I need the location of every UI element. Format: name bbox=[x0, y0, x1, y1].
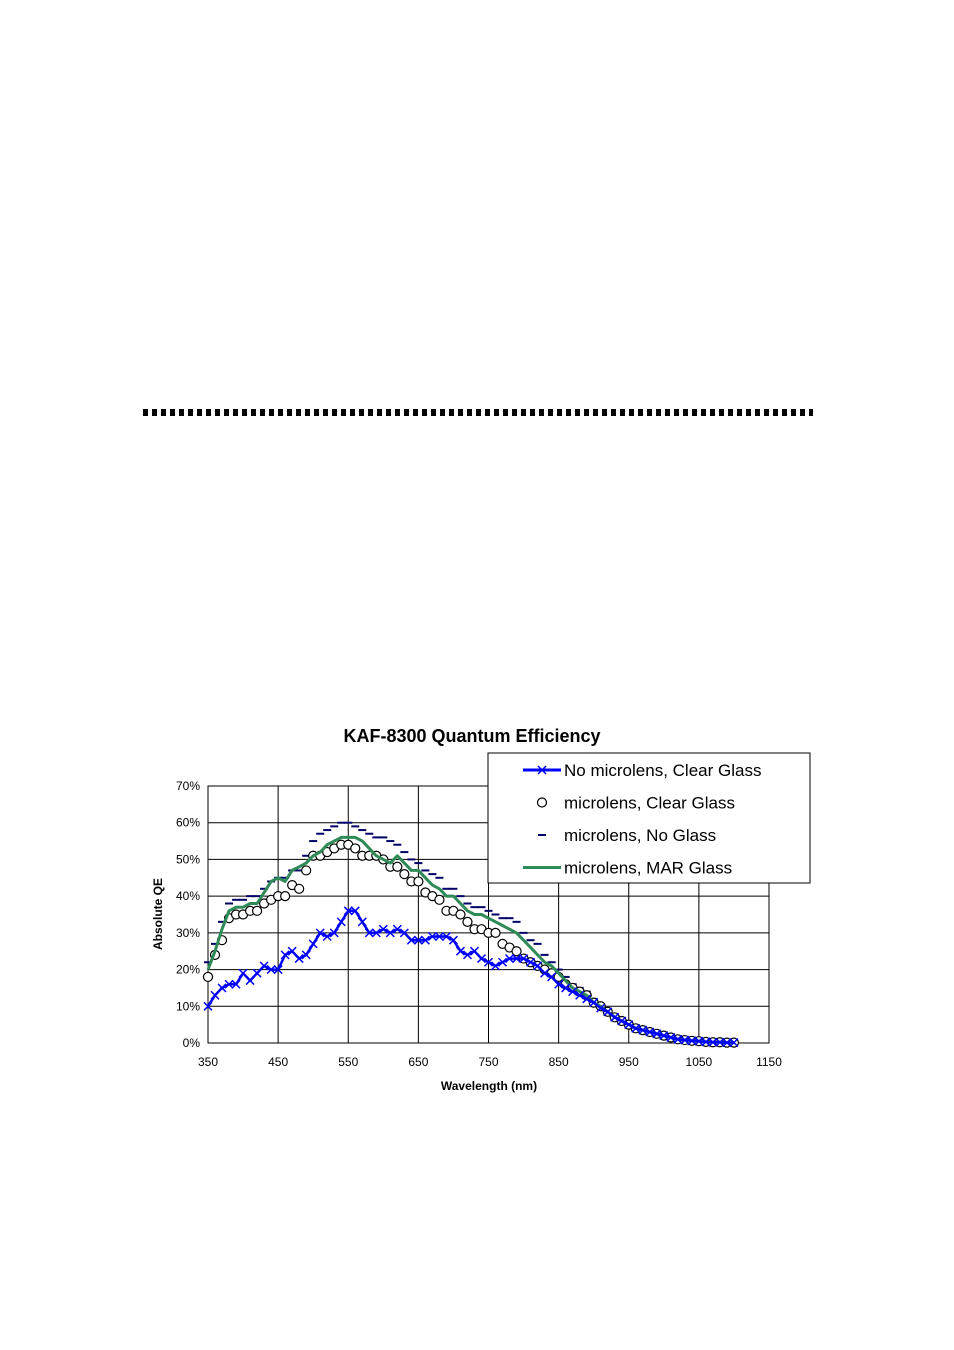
legend-marker bbox=[538, 798, 547, 807]
x-tick-label: 950 bbox=[618, 1055, 639, 1069]
chart-title: KAF-8300 Quantum Efficiency bbox=[343, 726, 601, 746]
x-tick-label: 750 bbox=[478, 1055, 499, 1069]
x-tick-label: 650 bbox=[408, 1055, 429, 1069]
data-point bbox=[239, 969, 247, 977]
y-tick-label: 60% bbox=[175, 815, 200, 830]
legend-label: No microlens, Clear Glass bbox=[564, 761, 762, 780]
legend bbox=[488, 753, 810, 883]
data-point bbox=[253, 969, 261, 977]
data-point bbox=[204, 972, 213, 981]
data-point bbox=[393, 862, 402, 871]
y-tick-label: 70% bbox=[175, 779, 200, 793]
data-point bbox=[435, 895, 444, 904]
x-tick-label: 550 bbox=[338, 1055, 359, 1069]
data-point bbox=[246, 977, 254, 985]
data-point bbox=[351, 844, 360, 853]
data-point bbox=[414, 877, 423, 886]
x-axis-label: Wavelength (nm) bbox=[440, 1079, 538, 1093]
legend-item-2 bbox=[538, 794, 736, 813]
data-point bbox=[295, 884, 304, 893]
data-point bbox=[456, 910, 465, 919]
y-tick-label: 50% bbox=[175, 852, 200, 867]
data-point bbox=[309, 940, 317, 948]
legend-label: microlens, No Glass bbox=[564, 826, 717, 845]
legend-label: microlens, MAR Glass bbox=[564, 858, 733, 878]
y-tick-label: 20% bbox=[175, 962, 200, 977]
y-tick-label: 10% bbox=[175, 999, 200, 1014]
y-axis-label: Absolute QE bbox=[151, 877, 165, 951]
y-tick-label: 40% bbox=[175, 889, 200, 904]
y-tick-label: 0% bbox=[182, 1036, 200, 1050]
data-point bbox=[253, 906, 262, 915]
x-tick-label: 350 bbox=[197, 1055, 219, 1069]
data-point bbox=[358, 918, 366, 926]
data-point bbox=[281, 892, 290, 901]
x-tick-label: 1050 bbox=[685, 1055, 713, 1069]
data-point bbox=[491, 928, 500, 937]
legend-item-3 bbox=[538, 826, 716, 845]
data-point bbox=[463, 917, 472, 926]
y-tick-label: 30% bbox=[175, 925, 200, 940]
data-point bbox=[211, 991, 219, 999]
data-point bbox=[302, 866, 311, 875]
data-point bbox=[400, 870, 409, 879]
x-tick-label: 450 bbox=[268, 1055, 289, 1069]
data-point bbox=[337, 918, 345, 926]
legend-label: microlens, Clear Glass bbox=[564, 793, 735, 813]
x-tick-label: 1150 bbox=[756, 1055, 782, 1069]
x-tick-label: 850 bbox=[548, 1055, 569, 1069]
